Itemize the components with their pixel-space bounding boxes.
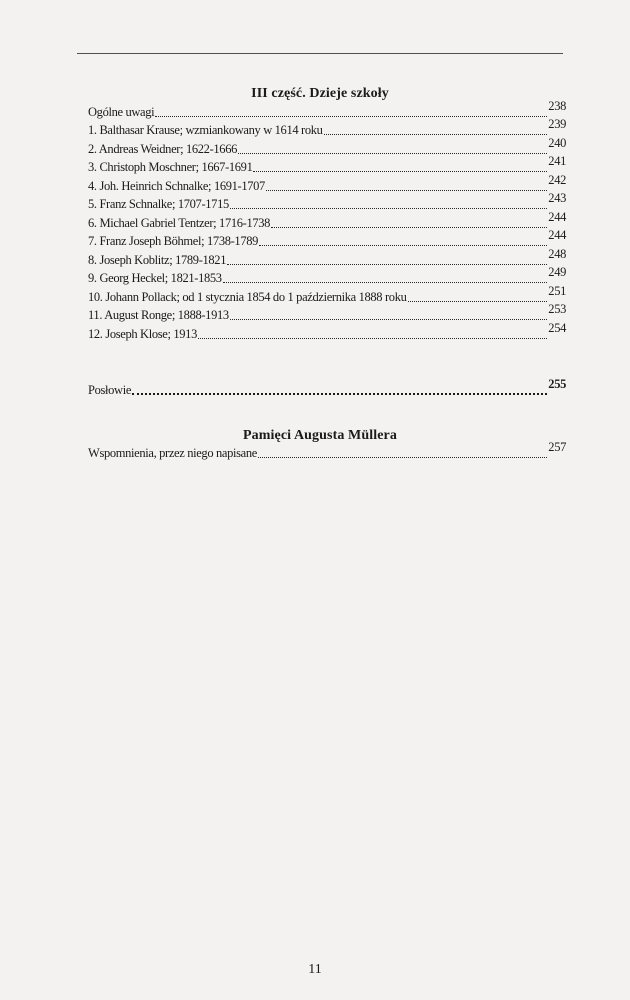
dot-leader: [259, 245, 547, 246]
toc-entry: [88, 209, 566, 231]
dot-leader: [408, 301, 548, 302]
dot-leader: [230, 208, 547, 209]
dot-leader: [227, 264, 547, 265]
toc-entry-label: 2. Andreas Weidner; 1622-1666: [88, 141, 237, 156]
memorial-title: Pamięci Augusta Müllera: [243, 428, 397, 443]
toc-entry-label: 5. Franz Schnalke; 1707-1715: [88, 197, 229, 211]
toc-entry-page: 251: [548, 283, 566, 298]
toc-entry: [88, 439, 566, 461]
dot-leader: [266, 190, 547, 191]
toc-entry-page: 240: [548, 135, 566, 150]
toc-entry: [88, 283, 566, 305]
toc-entry-page: 255: [548, 377, 566, 391]
toc-entry-label: 7. Franz Joseph Böhmel; 1738-1789: [88, 234, 259, 248]
header-rule: [77, 53, 563, 54]
part3-toc-list: [88, 98, 566, 342]
toc-entry-label: 3. Christoph Moschner; 1667-1691: [88, 160, 253, 174]
toc-entry-page: 238: [548, 98, 566, 113]
memorial-toc-list: [88, 439, 566, 461]
toc-entry: [88, 191, 566, 213]
toc-entry-label: 9. Georg Heckel; 1821-1853: [88, 271, 222, 285]
toc-entry-label: 8. Joseph Koblitz; 1789-1821: [88, 252, 227, 267]
toc-entry: [88, 172, 566, 194]
toc-entry: [88, 302, 566, 324]
dot-leader: [230, 319, 548, 320]
toc-entry: [88, 246, 566, 268]
toc-entry: [88, 154, 566, 176]
toc-entry-label: Wspomnienia, przez niego napisane: [88, 445, 257, 460]
toc-entry-page: 253: [548, 302, 566, 316]
toc-entry: [88, 117, 566, 139]
toc-entry: [88, 228, 566, 250]
dot-leader: [238, 153, 547, 154]
dot-leader: [253, 171, 547, 172]
dot-leader: [223, 282, 548, 283]
toc-entry-page: 242: [548, 172, 566, 187]
dot-leader: [258, 457, 547, 458]
page-number: 11: [308, 962, 322, 977]
toc-entry-page: 241: [548, 154, 566, 168]
toc-entry-label: 4. Joh. Heinrich Schnalke; 1691-1707: [88, 178, 265, 193]
dot-leader: [198, 338, 547, 339]
part3-title: III część. Dzieje szkoły: [251, 86, 389, 101]
toc-entry: [88, 265, 566, 287]
toc-entry: [88, 135, 566, 157]
toc-entry: [88, 320, 566, 342]
toc-entry-page: 243: [548, 191, 566, 205]
toc-entry-label: Posłowie: [88, 383, 132, 397]
dot-leader: [271, 227, 547, 228]
toc-entry-label: 12. Joseph Klose; 1913: [88, 326, 197, 341]
toc-entry-afterword: [88, 376, 566, 398]
toc-entry-label: 10. Johann Pollack; od 1 stycznia 1854 do 1 października 1888 roku: [88, 289, 407, 304]
toc-entry-page: 248: [548, 246, 566, 261]
afterword-toc-list: [88, 376, 566, 398]
toc-entry-label: 6. Michael Gabriel Tentzer; 1716-1738: [88, 215, 271, 230]
toc-entry-page: 257: [548, 439, 566, 454]
toc-entry-page: 239: [548, 117, 566, 131]
toc-entry-label: 1. Balthasar Krause; wzmiankowany w 1614 roku: [88, 123, 323, 137]
toc-entry-page: 244: [548, 228, 566, 242]
dot-leader: [132, 393, 547, 395]
toc-entry-label: 11. August Ronge; 1888-1913: [88, 308, 229, 322]
toc-entry-page: 249: [548, 265, 566, 279]
toc-entry: [88, 98, 566, 120]
toc-entry-label: Ogólne uwagi: [88, 104, 155, 119]
toc-entry-page: 244: [548, 209, 566, 224]
dot-leader: [155, 116, 547, 117]
dot-leader: [324, 134, 548, 135]
toc-entry-page: 254: [548, 320, 566, 335]
